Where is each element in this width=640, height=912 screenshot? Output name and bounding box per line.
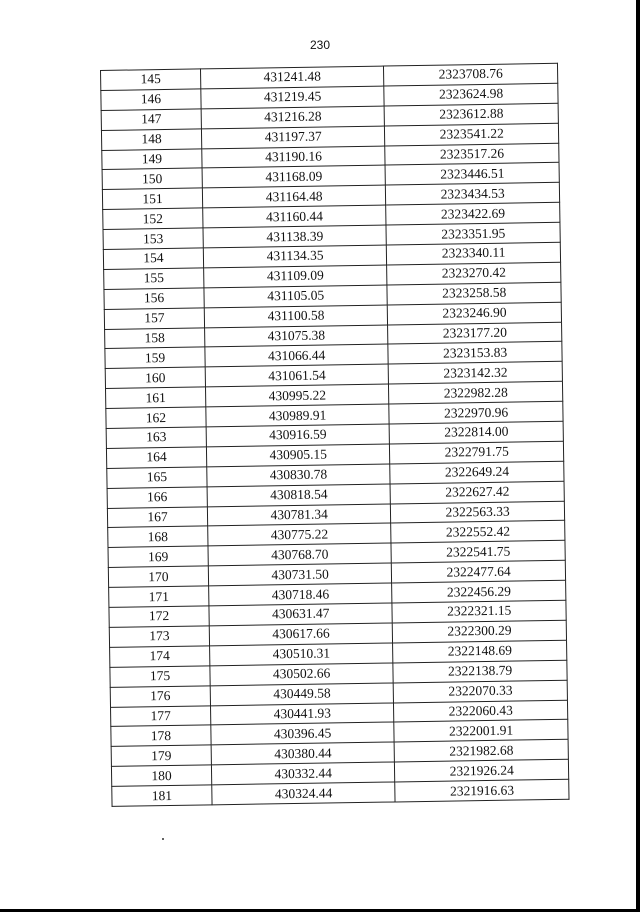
y-coordinate-cell: 2321926.24 bbox=[395, 759, 569, 782]
point-id-cell: 145 bbox=[101, 69, 201, 90]
point-id-cell: 158 bbox=[105, 327, 205, 348]
point-id-cell: 146 bbox=[101, 89, 201, 110]
x-coordinate-cell: 431164.48 bbox=[202, 185, 386, 208]
point-id-cell: 166 bbox=[107, 487, 207, 508]
y-coordinate-cell: 2322001.91 bbox=[394, 720, 568, 743]
x-coordinate-cell: 431241.48 bbox=[200, 66, 384, 89]
x-coordinate-cell: 430916.59 bbox=[206, 424, 390, 447]
x-coordinate-cell: 431168.09 bbox=[202, 165, 386, 188]
point-id-cell: 173 bbox=[109, 626, 209, 647]
y-coordinate-cell: 2322970.96 bbox=[389, 401, 563, 424]
y-coordinate-cell: 2323612.88 bbox=[384, 103, 558, 126]
x-coordinate-cell: 430502.66 bbox=[210, 663, 394, 686]
x-coordinate-cell: 431134.35 bbox=[203, 245, 387, 268]
point-id-cell: 162 bbox=[106, 407, 206, 428]
x-coordinate-cell: 430631.47 bbox=[209, 603, 393, 626]
x-coordinate-cell: 431160.44 bbox=[203, 205, 387, 228]
x-coordinate-cell: 431075.38 bbox=[205, 325, 389, 348]
x-coordinate-cell: 431190.16 bbox=[202, 146, 386, 169]
y-coordinate-cell: 2322148.69 bbox=[393, 640, 567, 663]
y-coordinate-cell: 2322300.29 bbox=[393, 620, 567, 643]
x-coordinate-cell: 431219.45 bbox=[201, 86, 385, 109]
y-coordinate-cell: 2323624.98 bbox=[384, 83, 558, 106]
point-id-cell: 155 bbox=[104, 268, 204, 289]
y-coordinate-cell: 2322982.28 bbox=[389, 382, 563, 405]
y-coordinate-cell: 2322456.29 bbox=[392, 580, 566, 603]
x-coordinate-cell: 430818.54 bbox=[207, 484, 391, 507]
point-id-cell: 153 bbox=[103, 228, 203, 249]
scan-speck bbox=[162, 838, 164, 840]
x-coordinate-cell: 430768.70 bbox=[208, 543, 392, 566]
point-id-cell: 169 bbox=[108, 546, 208, 567]
x-coordinate-cell: 431216.28 bbox=[201, 106, 385, 129]
point-id-cell: 151 bbox=[102, 188, 202, 209]
y-coordinate-cell: 2323541.22 bbox=[385, 123, 559, 146]
y-coordinate-cell: 2322814.00 bbox=[389, 421, 563, 444]
point-id-cell: 168 bbox=[108, 526, 208, 547]
y-coordinate-cell: 2322541.75 bbox=[391, 541, 565, 564]
point-id-cell: 161 bbox=[106, 387, 206, 408]
coordinate-table-body bbox=[101, 63, 570, 806]
y-coordinate-cell: 2323177.20 bbox=[388, 322, 562, 345]
y-coordinate-cell: 2323446.51 bbox=[385, 163, 559, 186]
point-id-cell: 177 bbox=[111, 705, 211, 726]
x-coordinate-cell: 430830.78 bbox=[207, 464, 391, 487]
point-id-cell: 150 bbox=[102, 168, 202, 189]
y-coordinate-cell: 2323708.76 bbox=[384, 63, 558, 86]
x-coordinate-cell: 430441.93 bbox=[210, 702, 394, 725]
x-coordinate-cell: 430905.15 bbox=[206, 444, 390, 467]
coordinate-table bbox=[100, 63, 570, 807]
point-id-cell: 179 bbox=[111, 745, 211, 766]
page-number: 230 bbox=[309, 38, 331, 52]
x-coordinate-cell: 431109.09 bbox=[204, 265, 388, 288]
y-coordinate-cell: 2323258.58 bbox=[387, 282, 561, 305]
y-coordinate-cell: 2323340.11 bbox=[387, 242, 561, 265]
point-id-cell: 152 bbox=[103, 208, 203, 229]
point-id-cell: 159 bbox=[105, 347, 205, 368]
y-coordinate-cell: 2323434.53 bbox=[386, 183, 560, 206]
y-coordinate-cell: 2323246.90 bbox=[388, 302, 562, 325]
point-id-cell: 172 bbox=[109, 606, 209, 627]
point-id-cell: 164 bbox=[106, 447, 206, 468]
x-coordinate-cell: 430617.66 bbox=[209, 623, 393, 646]
y-coordinate-cell: 2321982.68 bbox=[394, 740, 568, 763]
point-id-cell: 163 bbox=[106, 427, 206, 448]
scan-edge-right bbox=[636, 0, 640, 912]
y-coordinate-cell: 2323153.83 bbox=[388, 342, 562, 365]
x-coordinate-cell: 431061.54 bbox=[205, 364, 389, 387]
y-coordinate-cell: 2323270.42 bbox=[387, 262, 561, 285]
x-coordinate-cell: 430380.44 bbox=[211, 742, 395, 765]
y-coordinate-cell: 2323422.69 bbox=[386, 203, 560, 226]
x-coordinate-cell: 431197.37 bbox=[201, 126, 385, 149]
y-coordinate-cell: 2322138.79 bbox=[393, 660, 567, 683]
point-id-cell: 157 bbox=[104, 308, 204, 329]
x-coordinate-cell: 430995.22 bbox=[205, 384, 389, 407]
x-coordinate-cell: 430510.31 bbox=[210, 643, 394, 666]
point-id-cell: 170 bbox=[108, 566, 208, 587]
point-id-cell: 148 bbox=[101, 129, 201, 150]
x-coordinate-cell: 431066.44 bbox=[205, 344, 389, 367]
y-coordinate-cell: 2323142.32 bbox=[389, 362, 563, 385]
point-id-cell: 167 bbox=[107, 506, 207, 527]
point-id-cell: 160 bbox=[105, 367, 205, 388]
point-id-cell: 154 bbox=[103, 248, 203, 269]
y-coordinate-cell: 2322563.33 bbox=[391, 501, 565, 524]
x-coordinate-cell: 431105.05 bbox=[204, 285, 388, 308]
x-coordinate-cell: 430731.50 bbox=[208, 563, 392, 586]
y-coordinate-cell: 2322649.24 bbox=[390, 461, 564, 484]
x-coordinate-cell: 430718.46 bbox=[209, 583, 393, 606]
x-coordinate-cell: 430775.22 bbox=[208, 523, 392, 546]
x-coordinate-cell: 430332.44 bbox=[211, 762, 395, 785]
x-coordinate-cell: 431138.39 bbox=[203, 225, 387, 248]
y-coordinate-cell: 2322477.64 bbox=[392, 561, 566, 584]
point-id-cell: 180 bbox=[111, 765, 211, 786]
point-id-cell: 181 bbox=[112, 785, 212, 806]
y-coordinate-cell: 2322060.43 bbox=[394, 700, 568, 723]
x-coordinate-cell: 431100.58 bbox=[204, 305, 388, 328]
x-coordinate-cell: 430781.34 bbox=[207, 504, 391, 527]
x-coordinate-cell: 430989.91 bbox=[206, 404, 390, 427]
point-id-cell: 178 bbox=[111, 725, 211, 746]
x-coordinate-cell: 430449.58 bbox=[210, 683, 394, 706]
y-coordinate-cell: 2322552.42 bbox=[391, 521, 565, 544]
point-id-cell: 175 bbox=[110, 666, 210, 687]
point-id-cell: 147 bbox=[101, 109, 201, 130]
x-coordinate-cell: 430324.44 bbox=[212, 782, 396, 805]
point-id-cell: 171 bbox=[109, 586, 209, 607]
point-id-cell: 156 bbox=[104, 288, 204, 309]
y-coordinate-cell: 2322321.15 bbox=[392, 600, 566, 623]
y-coordinate-cell: 2322070.33 bbox=[394, 680, 568, 703]
point-id-cell: 174 bbox=[110, 646, 210, 667]
point-id-cell: 176 bbox=[110, 685, 210, 706]
y-coordinate-cell: 2323351.95 bbox=[386, 222, 560, 245]
y-coordinate-cell: 2322791.75 bbox=[390, 441, 564, 464]
point-id-cell: 149 bbox=[102, 148, 202, 169]
x-coordinate-cell: 430396.45 bbox=[211, 722, 395, 745]
y-coordinate-cell: 2321916.63 bbox=[395, 779, 569, 802]
point-id-cell: 165 bbox=[107, 467, 207, 488]
y-coordinate-cell: 2322627.42 bbox=[390, 481, 564, 504]
y-coordinate-cell: 2323517.26 bbox=[385, 143, 559, 166]
